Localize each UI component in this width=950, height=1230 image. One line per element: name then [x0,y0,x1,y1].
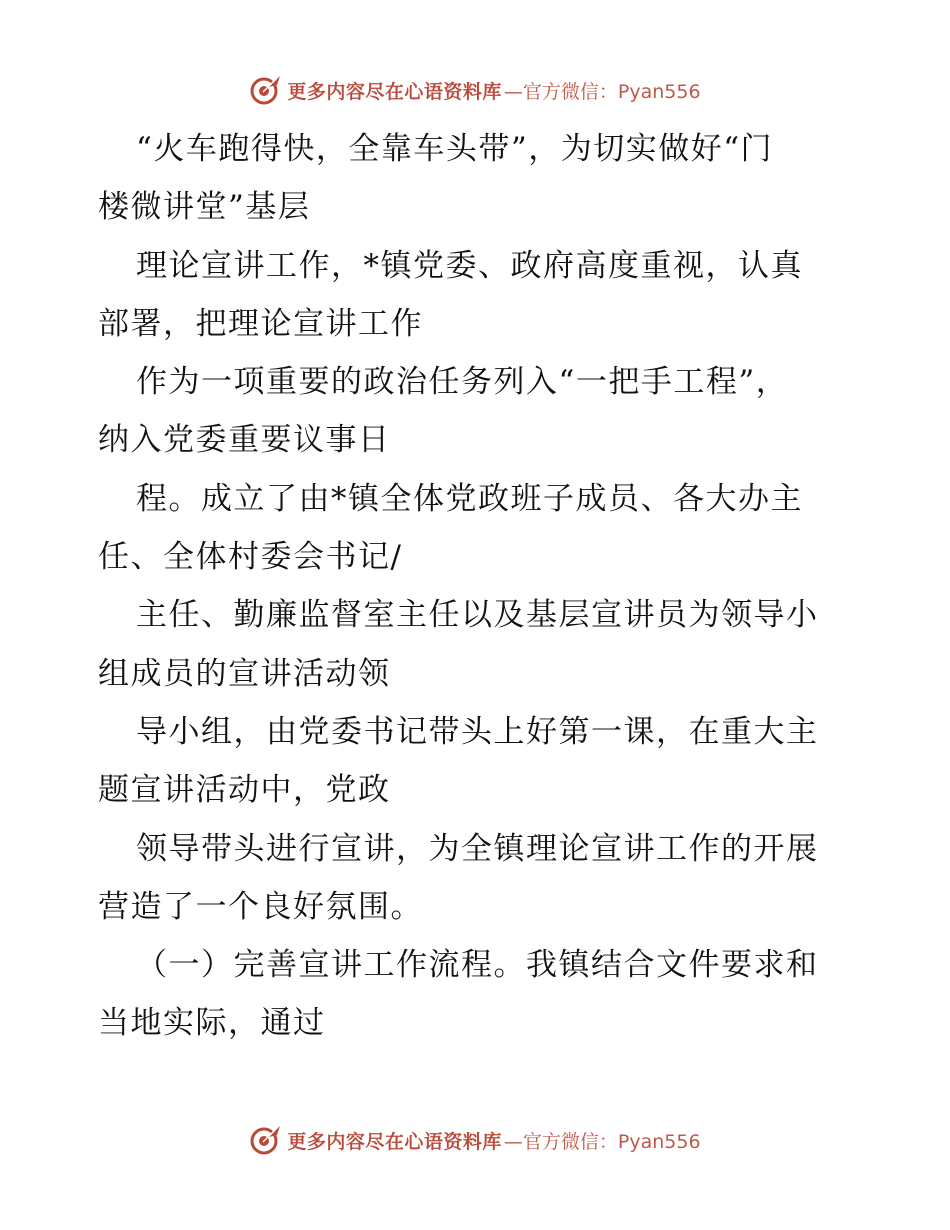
text-line: 当地实际，通过 [98,1005,326,1042]
text-line: 程。成立了由*镇全体党政班子成员、各大办主 [136,480,803,517]
text-line: 营造了一个良好氛围。 [98,888,423,925]
text-line: （一）完善宣讲工作流程。我镇结合文件要求和 [136,947,819,984]
watermark-brand: 更多内容尽在心语资料库 [287,80,502,103]
text-line: 理论宣讲工作，*镇党委、政府高度重视，认真 [136,247,803,284]
footer-watermark [0,1120,950,1160]
quill-logo-icon [249,1123,283,1157]
text-line: 任、全体村委会书记/ [98,539,403,576]
watermark-wechat: —官方微信：Pyan556 [503,80,701,103]
text-line: 主任、勤廉监督室主任以及基层宣讲员为领导小 [136,597,819,634]
text-line: 部署，把理论宣讲工作 [98,305,423,342]
header-watermark [0,70,950,110]
watermark-brand: 更多内容尽在心语资料库 [287,1130,502,1153]
document-body [98,120,858,1053]
text-line: 领导带头进行宣讲，为全镇理论宣讲工作的开展 [136,830,819,867]
text-line: 纳入党委重要议事日 [98,422,391,459]
watermark-wechat: —官方微信：Pyan556 [503,1130,701,1153]
text-line: 作为一项重要的政治任务列入“一把手工程”， [136,364,789,401]
text-line: 组成员的宣讲活动领 [98,655,391,692]
text-line: “火车跑得快，全靠车头带”，为切实做好“门 [136,131,774,167]
text-line: 题宣讲活动中，党政 [98,772,391,809]
quill-logo-icon [249,73,283,107]
text-line: 导小组，由党委书记带头上好第一课，在重大主 [136,713,819,750]
text-line: 楼微讲堂”基层 [98,189,311,226]
